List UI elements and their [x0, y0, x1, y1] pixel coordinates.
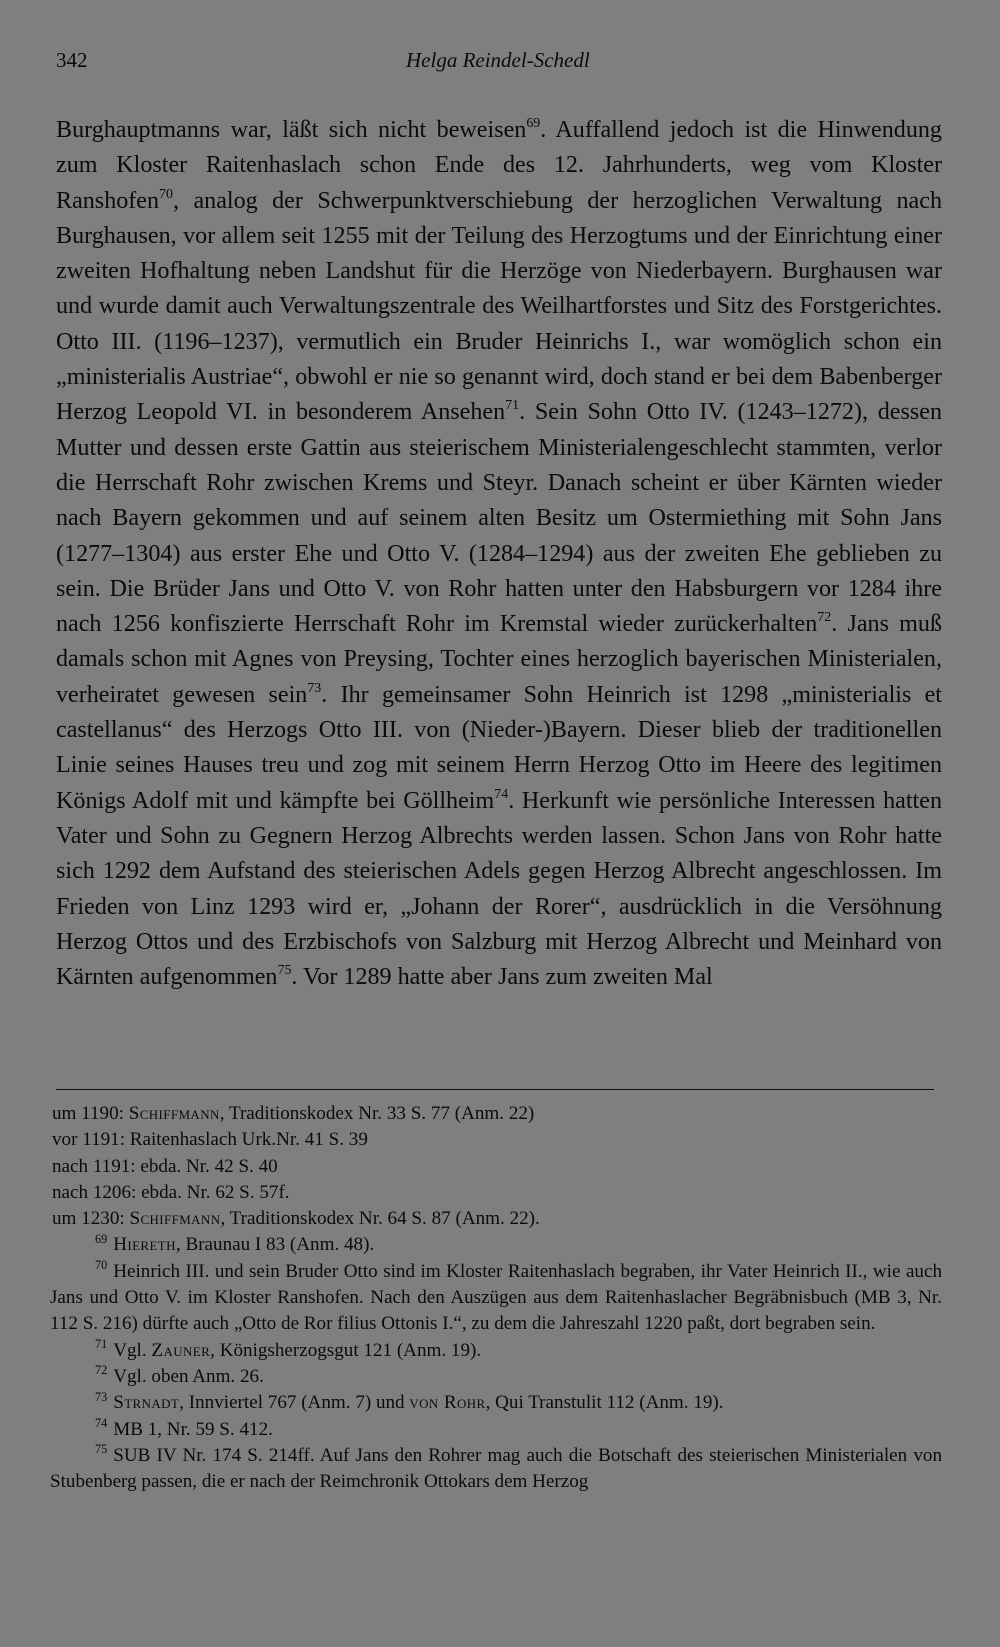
- author-name: von Rohr: [409, 1392, 486, 1414]
- footnote-number: 70: [95, 1258, 108, 1273]
- footnote-number: 69: [95, 1231, 108, 1246]
- continued-footnote-line: nach 1191: ebda. Nr. 42 S. 40: [52, 1155, 278, 1177]
- continued-footnote-line: vor 1191: Raitenhaslach Urk.Nr. 41 S. 39: [52, 1129, 368, 1151]
- text-segment: , analog der Schwerpunktverschiebung der herzoglichen Verwaltung nach Burghausen, vor allem seit 1255 mit der Teilung des Herzogtums und der Einrichtung einer zweiten Hofhaltung neben Landshut für die Herzöge von Niederbayern. Burghausen war und wurde damit auch Verwaltungszentrale des Weilhartforstes und Sitz des Forstgerichtes. Otto III. (1196–1237), vermutlich ein Bruder Heinrichs I., war womöglich schon ein „ministerialis Austriae“, obwohl er nie so genannt wird, doch stand er bei dem Babenberger Herzog Leopold VI. in besonderem Ansehen: [56, 187, 942, 426]
- text-segment: . Auffallend jedoch ist die Hinwendung zum Kloster Raitenhaslach schon Ende des 12. Jahrhunderts, weg vom Kloster Ranshofen: [56, 117, 942, 214]
- footnote-75: $^{75}$ SUB IV Nr. 174 S. 214ff. Auf Jans den Rohrer mag auch die Botschaft des steierischen Ministerialen von Stubenberg passen, die er nach der Reimchronik Ottokars dem Herzog: [50, 1442, 942, 1493]
- running-title: Helga Reindel-Schedl: [406, 48, 590, 72]
- author-name: Zauner: [151, 1339, 211, 1361]
- main-text: [56, 113, 942, 995]
- footnote-74: $^{74}$ MB 1, Nr. 59 S. 412.: [95, 1415, 273, 1440]
- footnote-number: 74: [95, 1415, 108, 1430]
- text-segment: . Herkunft wie persönliche Interessen hatten Vater und Sohn zu Gegnern Herzog Albrechts werden lassen. Schon Jans von Rohr hatte sich 1292 dem Aufstand des steierischen Adels gegen Herzog Albrecht angeschlossen. Im Frieden von Linz 1293 wird er, „Johann der Rorer“, ausdrücklich in die Versöhnung Herzog Ottos und des Erzbischofs von Salzburg mit Herzog Albrecht und Meinhard von Kärnten aufgenommen: [56, 787, 942, 991]
- footnote-number: 72: [95, 1363, 108, 1378]
- continued-footnote-line: um 1230: Schiffmann, Traditionskodex Nr. 64 S. 87 (Anm. 22).: [52, 1208, 540, 1230]
- footnote-number: 75: [95, 1442, 108, 1457]
- author-name: Hiereth: [113, 1234, 176, 1256]
- footnote-ref-74: 74: [494, 786, 509, 802]
- footnote-number: 73: [95, 1389, 108, 1404]
- author-name: Schiffmann: [129, 1208, 221, 1230]
- text-segment: Burghauptmanns war, läßt sich nicht beweisen: [56, 117, 527, 143]
- text-segment: . Ihr gemeinsamer Sohn Heinrich ist 1298 „ministerialis et castellanus“ des Herzogs Otto III. von (Nieder-)Bayern. Dieser blieb der traditionellen Linie seines Hauses treu und zog mit seinem Herrn Herzog Otto im Heere des legitimen Königs Adolf mit und kämpfte bei Göllheim: [56, 681, 943, 814]
- footnote-ref-70: 70: [159, 186, 174, 202]
- footnote-number: 71: [95, 1337, 108, 1352]
- footnote-ref-75: 75: [277, 963, 292, 979]
- text-segment: . Jans muß damals schon mit Agnes von Preysing, Tochter eines herzoglich bayerischen Ministerialen, verheiratet gewesen sein: [56, 611, 942, 708]
- continued-footnote-line: nach 1206: ebda. Nr. 62 S. 57f.: [52, 1181, 290, 1203]
- main-paragraph: [56, 113, 942, 995]
- footnote-72: $^{72}$ Vgl. oben Anm. 26.: [95, 1363, 264, 1387]
- footnote-ref-72: 72: [817, 610, 832, 626]
- author-name: Strnadt: [113, 1392, 180, 1414]
- footnote-70: $^{70}$ Heinrich III. und sein Bruder Otto sind im Kloster Raitenhaslach begraben, ihr Vater Heinrich II., wie auch Jans und Otto V. im Kloster Ranshofen. Nach den Auszügen aus dem Raitenhaslacher Begräbnisbuch (MB 3, Nr. 112 S. 216) dürfte auch „Otto de Ror filius Ottonis I.“, zu dem die Jahreszahl 1220 paßt, dort begraben sein.: [50, 1258, 942, 1335]
- footnote-ref-73: 73: [307, 680, 322, 696]
- text-segment: . Vor 1289 hatte aber Jans zum zweiten Mal: [291, 964, 713, 991]
- footnotes: [50, 1101, 942, 1495]
- footnote-ref-69: 69: [526, 115, 541, 131]
- author-name: Schiffmann: [128, 1103, 220, 1124]
- footnote-divider: [56, 1089, 934, 1090]
- footnote-71: $^{71}$ Vgl. Zauner, Königsherzogsgut 121 (Anm. 19).: [95, 1337, 482, 1361]
- continued-footnote-line: um 1190: Schiffmann, Traditionskodex Nr. 33 S. 77 (Anm. 22): [52, 1103, 535, 1124]
- footnote-ref-71: 71: [505, 398, 520, 414]
- text-segment: . Sein Sohn Otto IV. (1243–1272), dessen Mutter und dessen erste Gattin aus steierischem Ministerialengeschlecht stammten, verlor die Herrschaft Rohr zwischen Krems und Steyr. Danach scheint er über Kärnten wieder nach Bayern gekommen und auf seinem alten Besitz um Ostermiething mit Sohn Jans (1277–1304) aus erster Ehe und Otto V. (1284–1294) aus der zweiten Ehe geblieben zu sein. Die Brüder Jans und Otto V. von Rohr hatten unter den Habsburgern vor 1284 ihre nach 1256 konfiszierte Herrschaft Rohr im Kremstal wieder zurückerhalten: [56, 399, 942, 638]
- footnote-69: $^{69}$ Hiereth, Braunau I 83 (Anm. 48).: [95, 1231, 375, 1256]
- footnote-73: $^{73}$ Strnadt, Innviertel 767 (Anm. 7) und von Rohr, Qui Transtulit 112 (Anm. 19).: [95, 1389, 724, 1414]
- page-header: [56, 48, 942, 80]
- page-number: 342: [56, 48, 88, 72]
